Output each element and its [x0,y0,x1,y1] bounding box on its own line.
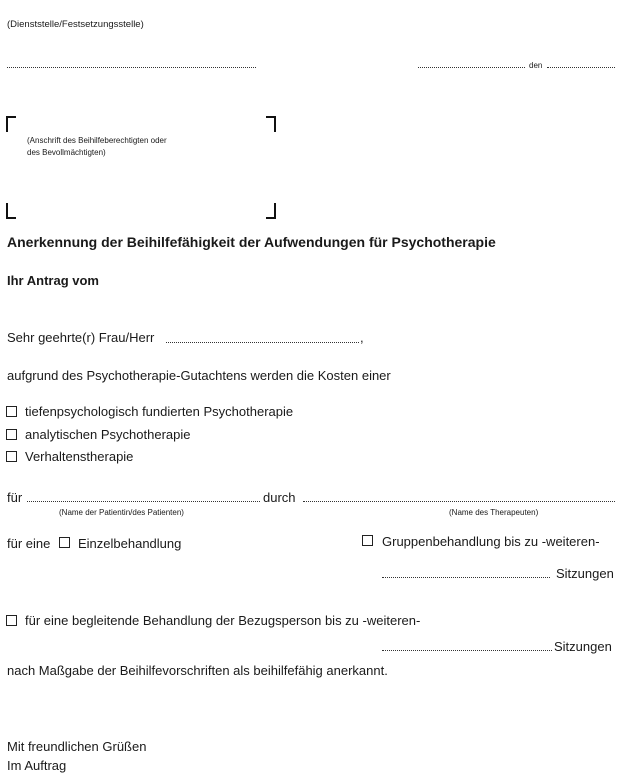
checkbox-analytical[interactable] [6,429,17,440]
option-individual: Einzelbehandlung [78,536,182,551]
corner-bottom-right [266,203,276,219]
date-field[interactable] [547,67,615,68]
option-analytical: analytischen Psychotherapie [25,427,191,442]
companion-sessions-field[interactable] [382,650,552,651]
checkbox-depth-psychology[interactable] [6,406,17,417]
salutation-suffix: , [360,330,364,345]
option-behavioral: Verhaltenstherapie [25,449,134,464]
place-field[interactable] [418,67,525,68]
option-group: Gruppenbehandlung bis zu -weiteren- [382,534,600,549]
checkbox-group[interactable] [362,535,373,546]
closing-on-behalf: Im Auftrag [7,758,67,773]
patient-name-field[interactable] [27,501,260,502]
checkbox-individual[interactable] [59,537,70,548]
therapist-caption: (Name des Therapeuten) [449,508,539,517]
checkbox-behavioral[interactable] [6,451,17,462]
intro-text: aufgrund des Psychotherapie-Gutachtens werden die Kosten einer [7,368,391,383]
group-sessions-field[interactable] [382,577,550,578]
treatment-prefix: für eine [7,536,51,551]
checkbox-companion[interactable] [6,615,17,626]
group-sessions-label: Sitzungen [556,566,614,581]
therapist-name-field[interactable] [303,501,615,502]
by-label: durch [263,490,296,505]
office-label: (Dienststelle/Festsetzungsstelle) [7,19,144,30]
corner-top-left [6,116,16,132]
recipient-name-field[interactable] [166,342,359,343]
companion-sessions-label: Sitzungen [554,639,612,654]
conclusion-text: nach Maßgabe der Beihilfevorschriften als beihilfefähig anerkannt. [7,663,388,678]
subject-line: Ihr Antrag vom [7,273,99,288]
address-label-line1: (Anschrift des Beihilfeberechtigten oder [27,136,167,145]
address-label-line2: des Bevollmächtigten) [27,148,106,157]
option-companion: für eine begleitende Behandlung der Bezugsperson bis zu -weiteren- [25,613,421,628]
for-label: für [7,490,23,505]
salutation-prefix: Sehr geehrte(r) Frau/Herr [7,330,155,345]
corner-top-right [266,116,276,132]
office-field[interactable] [7,67,256,68]
patient-caption: (Name der Patientin/des Patienten) [59,508,184,517]
corner-bottom-left [6,203,16,219]
closing-greeting: Mit freundlichen Grüßen [7,739,147,754]
document-title: Anerkennung der Beihilfefähigkeit der Aufwendungen für Psychotherapie [7,234,496,250]
date-connector: den [529,61,543,70]
option-depth-psychology: tiefenpsychologisch fundierten Psychotherapie [25,404,294,419]
